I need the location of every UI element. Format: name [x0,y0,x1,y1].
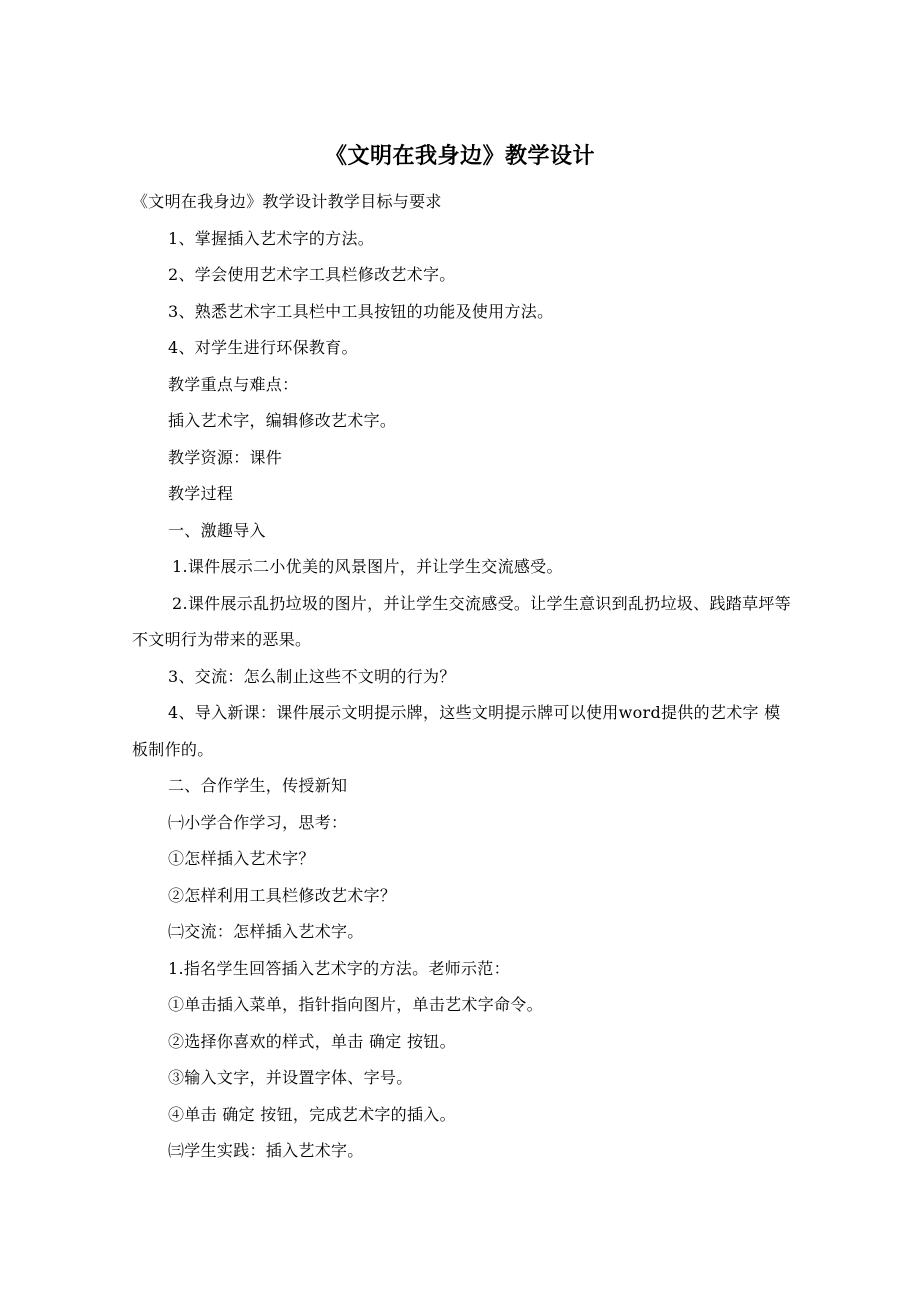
paragraph-step-2: 2.课件展示乱扔垃圾的图片，并让学生交流感受。让学生意识到乱扔垃圾、践踏草坪等不文明行为带来的恶果。 [132,593,791,649]
paragraph-objective-2: 2、学会使用艺术字工具栏修改艺术字。 [168,265,456,284]
paragraph-objective-4: 4、对学生进行环保教育。 [168,338,358,357]
paragraph-exchange: ㈡交流：怎样插入艺术字。 [168,922,364,941]
paragraph-resources: 教学资源：课件 [168,447,283,467]
paragraph-objective-1: 1、掌握插入艺术字的方法。 [168,228,375,248]
paragraph-section-1: 一、激趣导入 [168,520,266,540]
paragraph-subtitle: 《文明在我身边》教学设计教学目标与要求 [132,192,442,211]
document-body [132,184,792,1170]
paragraph-practice: ㈢学生实践：插入艺术字。 [168,1141,364,1160]
paragraph-question-1: ①怎样插入艺术字？ [168,849,315,868]
paragraph-step-1: 1.课件展示二小优美的风景图片，并让学生交流感受。 [172,557,563,576]
document-title: 《文明在我身边》教学设计 [324,144,595,169]
paragraph-demo-intro: 1.指名学生回答插入艺术字的方法。老师示范： [168,958,510,978]
paragraph-group-study: ㈠小学合作学习，思考： [168,812,348,832]
paragraph-demo-step-1: ①单击插入菜单，指针指向图片，单击艺术字命令。 [168,995,543,1014]
paragraph-question-2: ②怎样利用工具栏修改艺术字？ [168,885,397,905]
paragraph-demo-step-4: ④单击 确定 按钮，完成艺术字的插入。 [168,1104,456,1124]
paragraph-key-points: 插入艺术字，编辑修改艺术字。 [168,411,397,430]
paragraph-demo-step-2: ②选择你喜欢的样式，单击 确定 按钮。 [168,1031,456,1051]
paragraph-section-2: 二、合作学生，传授新知 [168,776,348,795]
paragraph-key-points-heading: 教学重点与难点： [168,374,299,394]
paragraph-step-3: 3、交流：怎么制止这些不文明的行为？ [168,666,456,686]
paragraph-process-heading: 教学过程 [168,484,234,503]
paragraph-step-4: 4、导入新课：课件展示文明提示牌，这些文明提示牌可以使用word提供的艺术字 模板制作的。 [132,703,781,759]
paragraph-demo-step-3: ③输入文字，并设置字体、字号。 [168,1068,413,1087]
paragraph-objective-3: 3、熟悉艺术字工具栏中工具按钮的功能及使用方法。 [168,301,554,321]
